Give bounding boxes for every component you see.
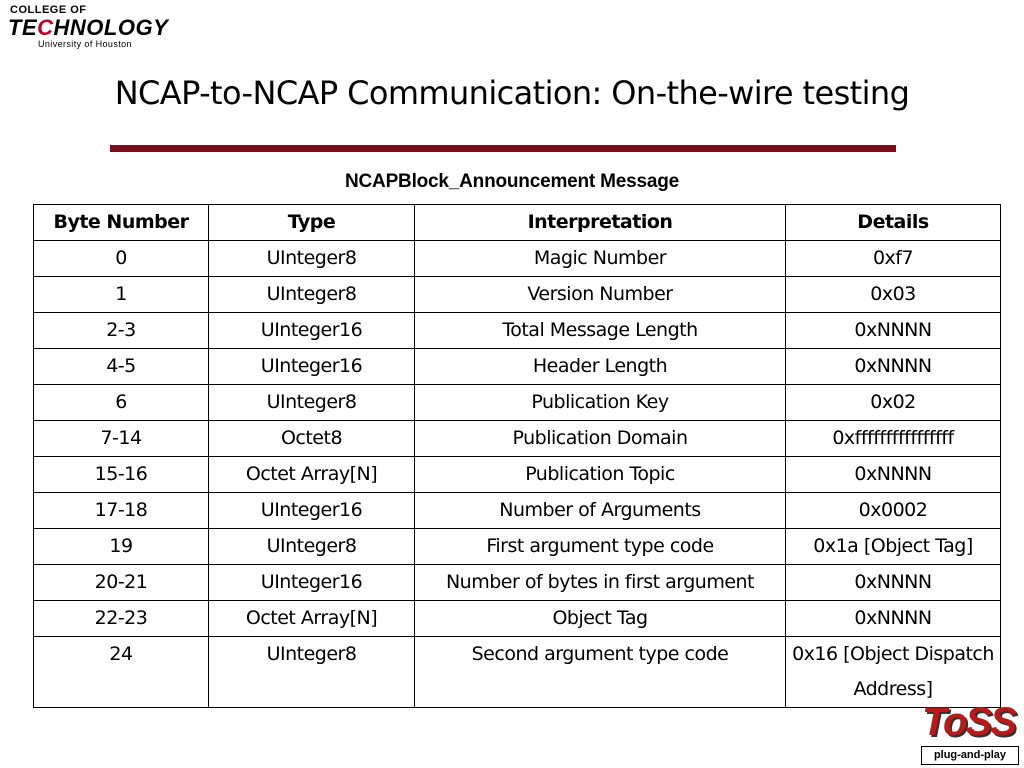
cell-interpretation: Version Number	[415, 277, 786, 313]
table-row	[34, 457, 1001, 493]
cell-interpretation: Publication Domain	[415, 421, 786, 457]
cell-type: UInteger8	[209, 529, 415, 565]
cell-interpretation: Magic Number	[415, 241, 786, 277]
table-row	[34, 385, 1001, 421]
cell-type: UInteger16	[209, 565, 415, 601]
table-row	[34, 565, 1001, 601]
title-divider	[110, 145, 896, 152]
cell-byte-number: 24	[34, 637, 209, 708]
logo-te: TE	[8, 15, 38, 40]
cell-interpretation: Total Message Length	[415, 313, 786, 349]
table-row	[34, 277, 1001, 313]
cell-byte-number: 19	[34, 529, 209, 565]
cell-details: 0xNNNN	[786, 565, 1001, 601]
cell-byte-number: 15-16	[34, 457, 209, 493]
logo-line-college-of: COLLEGE OF	[10, 4, 87, 16]
table-row	[34, 349, 1001, 385]
table-row	[34, 601, 1001, 637]
table-row	[34, 313, 1001, 349]
message-table	[33, 204, 1001, 708]
cell-details: 0xNNNN	[786, 349, 1001, 385]
cell-interpretation: Second argument type code	[415, 637, 786, 708]
cell-details: 0x02	[786, 385, 1001, 421]
cell-type: Octet Array[N]	[209, 601, 415, 637]
table-header-row	[34, 205, 1001, 241]
cell-byte-number: 2-3	[34, 313, 209, 349]
header-details: Details	[786, 205, 1001, 241]
cell-details: 0x1a [Object Tag]	[786, 529, 1001, 565]
cell-byte-number: 6	[34, 385, 209, 421]
header-byte-number: Byte Number	[34, 205, 209, 241]
cell-byte-number: 22-23	[34, 601, 209, 637]
cell-details: 0x0002	[786, 493, 1001, 529]
table-caption: NCAPBlock_Announcement Message	[345, 171, 679, 192]
college-logo	[8, 4, 178, 50]
toss-wordmark: ToSS	[922, 700, 1015, 744]
cell-details: 0x16 [Object Dispatch Address]	[786, 637, 1001, 708]
header-type: Type	[209, 205, 415, 241]
logo-line-technology	[8, 15, 168, 41]
cell-details: 0xNNNN	[786, 601, 1001, 637]
cell-type: UInteger8	[209, 637, 415, 708]
cell-type: Octet8	[209, 421, 415, 457]
cell-interpretation: First argument type code	[415, 529, 786, 565]
cell-byte-number: 0	[34, 241, 209, 277]
cell-interpretation: Number of bytes in first argument	[415, 565, 786, 601]
cell-interpretation: Publication Topic	[415, 457, 786, 493]
logo-c-red: C	[37, 15, 54, 40]
cell-interpretation: Header Length	[415, 349, 786, 385]
table-row	[34, 529, 1001, 565]
cell-details: 0xNNNN	[786, 457, 1001, 493]
cell-type: UInteger8	[209, 385, 415, 421]
toss-logo	[920, 700, 1020, 766]
cell-details: 0x03	[786, 277, 1001, 313]
cell-interpretation: Object Tag	[415, 601, 786, 637]
cell-interpretation: Number of Arguments	[415, 493, 786, 529]
logo-hnology: HNOLOGY	[53, 15, 169, 40]
cell-byte-number: 20-21	[34, 565, 209, 601]
cell-interpretation: Publication Key	[415, 385, 786, 421]
table-row	[34, 241, 1001, 277]
logo-line-university: University of Houston	[38, 39, 132, 49]
cell-type: UInteger16	[209, 349, 415, 385]
cell-byte-number: 7-14	[34, 421, 209, 457]
header-interpretation: Interpretation	[415, 205, 786, 241]
cell-byte-number: 4-5	[34, 349, 209, 385]
toss-tagline: plug-and-play	[921, 746, 1019, 765]
slide-title: NCAP-to-NCAP Communication: On-the-wire testing	[114, 74, 910, 112]
cell-details: 0xNNNN	[786, 313, 1001, 349]
cell-type: UInteger8	[209, 277, 415, 313]
cell-details: 0xffffffffffffffff	[786, 421, 1001, 457]
table-row	[34, 637, 1001, 708]
cell-type: Octet Array[N]	[209, 457, 415, 493]
cell-byte-number: 1	[34, 277, 209, 313]
table-row	[34, 421, 1001, 457]
table-row	[34, 493, 1001, 529]
cell-details: 0xf7	[786, 241, 1001, 277]
cell-type: UInteger8	[209, 241, 415, 277]
cell-byte-number: 17-18	[34, 493, 209, 529]
cell-type: UInteger16	[209, 493, 415, 529]
cell-type: UInteger16	[209, 313, 415, 349]
